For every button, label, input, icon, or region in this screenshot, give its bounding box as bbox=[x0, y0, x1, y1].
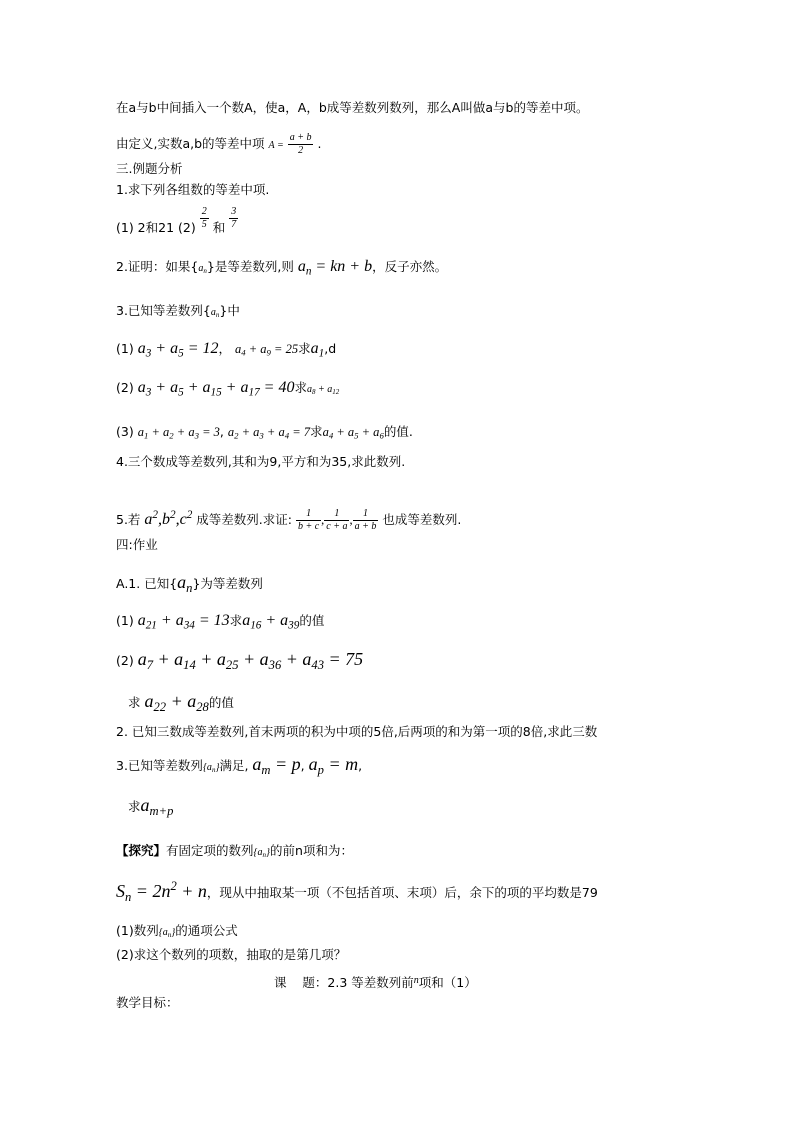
text-line-1: 在a与b中间插入一个数A，使a，A，b成等差数列数列，那么A叫做a与b的等差中项。 bbox=[116, 100, 589, 115]
question-3-part-1: (1) $a_3 + a_5 = 12$， $a_4 + a_9 = 25$求$a_1,d$ bbox=[116, 340, 337, 360]
explore-q2: (2)求这个数列的项数，抽取的是第几项？ bbox=[116, 947, 347, 962]
homework-a1-part-2-ask: 求 $a_{22} + a_{28}$的值 bbox=[128, 691, 234, 714]
fraction-1-over-a-plus-b: $\frac{1}{a + b}$ bbox=[354, 508, 377, 532]
question-1: 1.求下列各组数的等差中项. bbox=[116, 182, 270, 197]
question-3-part-3: (3) $a_1 + a_2 + a_3 = 3$, $a_2 + a_3 + a_4 = 7$求$a_4 + a_5 + a_6$的值. bbox=[116, 424, 413, 441]
text-line-2: 由定义,实数a,b的等差中项 A = $\frac{a + b}{2}$ . bbox=[116, 132, 322, 156]
explore-q1: (1)数列$\{a_n\}$的通项公式 bbox=[116, 923, 238, 940]
homework-a1-part-2: (2) $a_7 + a_{14} + a_{25} + a_{36} + a_{43} = 75$ bbox=[116, 649, 364, 672]
question-2: 2.证明：如果$\{a_n\}$是等差数列,则 $a_n$ = kn + b，反子亦然。 bbox=[116, 258, 448, 278]
homework-a1-part-1: (1) $a_{21} + a_{34} = 13$求$a_{16} + a_{39}$的值 bbox=[116, 612, 325, 632]
fraction-3-7: $\frac{3}{7}$ bbox=[231, 206, 237, 230]
homework-3-ask: 求$a_{m+p}$ bbox=[128, 795, 174, 818]
explore-heading: 【探究】有固定项的数列$\{a_n\}$的前n项和为： bbox=[116, 843, 353, 860]
question-3: 3.已知等差数列$\{a_n\}$中 bbox=[116, 303, 240, 320]
question-3-part-2: (2) $a_3 + a_5 + a_{15} + a_{17} = 40$求$a_8 + a_{12}$ bbox=[116, 379, 340, 399]
homework-2: 2. 已知三数成等差数列,首末两项的积为中项的5倍,后两项的和为第一项的8倍,求此三数 bbox=[116, 724, 598, 739]
teaching-goals: 教学目标： bbox=[116, 995, 179, 1010]
lesson-topic: 课 题：2.3 等差数列前$^n$项和（1） bbox=[274, 975, 477, 990]
question-4: 4.三个数成等差数列,其和为9,平方和为35,求此数列. bbox=[116, 454, 406, 469]
section-4-heading: 四:作业 bbox=[116, 537, 158, 552]
section-3-heading: 三.例题分析 bbox=[116, 161, 183, 176]
homework-a1: A.1. 已知$\{a_n\}$为等差数列 bbox=[116, 572, 263, 595]
question-5: 5.若 $a^2,b^2,c^2$ 成等差数列.求证: $\frac{1}{b + c}$ , $\frac{1}{c + a}$ , $\frac{1}{a + b}$ 也成等差数列. bbox=[116, 508, 462, 532]
fraction-1-over-b-plus-c: $\frac{1}{b + c}$ bbox=[297, 508, 320, 532]
explore-sum-formula: $S_n = 2n^2 + n$，现从中抽取某一项（不包括首项、末项）后，余下的项的平均数是79 bbox=[116, 879, 598, 904]
homework-3: 3.已知等差数列$\{a_n\}$满足, $a_m = p$, $a_p = m$, bbox=[116, 754, 363, 777]
fraction-1-over-c-plus-a: $\frac{1}{c + a}$ bbox=[326, 508, 348, 532]
fraction-2-5: $\frac{2}{5}$ bbox=[201, 206, 207, 230]
fraction-a-plus-b-over-2: $\frac{a + b}{2}$ bbox=[289, 132, 312, 156]
question-1-parts: (1) 2和21 (2) $\frac{2}{5}$ 和 $\frac{3}{7}$ bbox=[116, 206, 237, 235]
